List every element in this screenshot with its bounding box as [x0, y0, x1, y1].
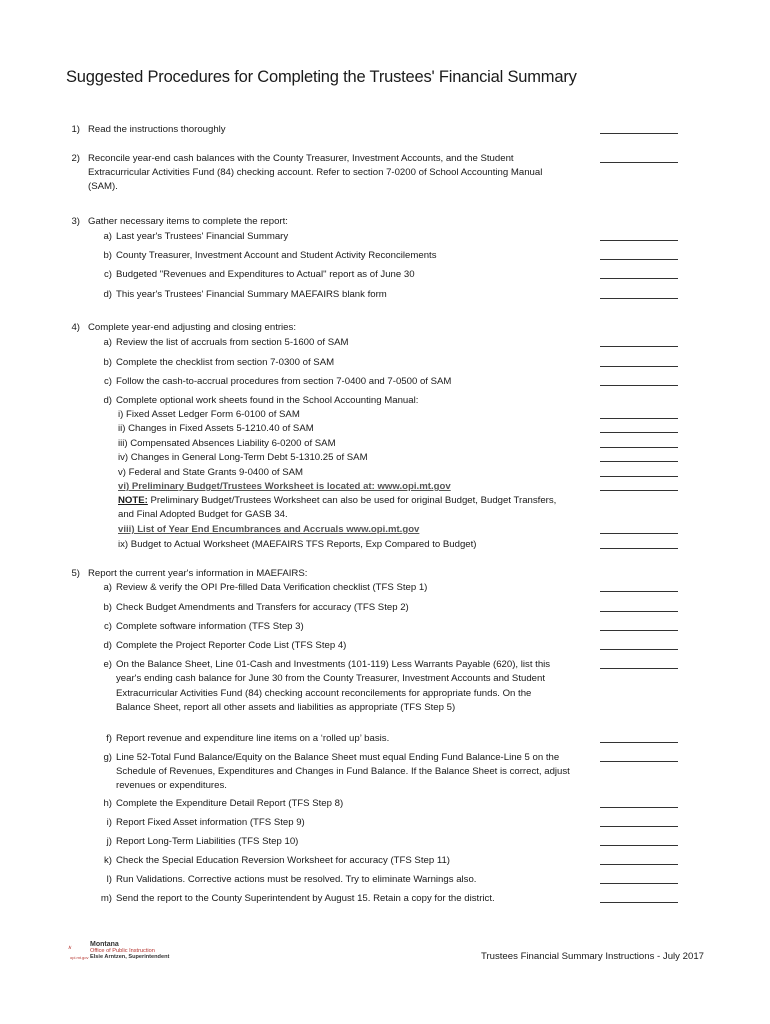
checkoff-blank[interactable] — [600, 162, 678, 163]
subitem-letter: b) — [103, 602, 112, 613]
checkoff-blank[interactable] — [600, 611, 678, 612]
item-text: Extracurricular Activities Fund (84) checking account. Refer to section 7-0200 of School Accounting Manual — [88, 167, 543, 178]
worksheet-item: ii) Changes in Fixed Assets 5-1210.40 of SAM — [118, 423, 314, 434]
subitem-text: Last year's Trustees' Financial Summary — [116, 231, 289, 242]
logo-name: Montana — [90, 941, 119, 948]
worksheet-item: v) Federal and State Grants 9-0400 of SAM — [118, 467, 304, 478]
subitem-letter: e) — [103, 659, 112, 670]
item-number: 1) — [71, 124, 80, 135]
checkoff-blank[interactable] — [600, 490, 678, 491]
subitem-letter: b) — [103, 250, 112, 261]
item-number: 3) — [71, 216, 80, 227]
subitem-letter: c) — [104, 376, 112, 387]
item-text: Read the instructions thoroughly — [88, 124, 226, 135]
subitem-letter: c) — [104, 621, 112, 632]
subitem-text: Complete the checklist from section 7-0300 of SAM — [116, 357, 335, 368]
note-text: and Final Adopted Budget for GASB 34. — [118, 509, 288, 520]
subitem-text: Budgeted "Revenues and Expenditures to Actual" report as of June 30 — [116, 269, 415, 280]
subitem-text: Complete the Project Reporter Code List (TFS Step 4) — [116, 640, 347, 651]
item-text: Reconcile year-end cash balances with the County Treasurer, Investment Accounts, and the Student — [88, 153, 514, 164]
subitem-letter: d) — [103, 640, 112, 651]
checkoff-blank[interactable] — [600, 461, 678, 462]
subitem-text: Complete the Expenditure Detail Report (TFS Step 8) — [116, 798, 344, 809]
subitem-text: This year's Trustees' Financial Summary MAEFAIRS blank form — [116, 289, 387, 300]
checkoff-blank[interactable] — [600, 346, 678, 347]
item-number: 4) — [71, 322, 80, 333]
checkoff-blank[interactable] — [600, 649, 678, 650]
checkoff-blank[interactable] — [600, 548, 678, 549]
checkoff-blank[interactable] — [600, 447, 678, 448]
item-number: 2) — [71, 153, 80, 164]
subitem-letter: a) — [103, 582, 112, 593]
item-text: Complete year-end adjusting and closing entries: — [88, 322, 296, 333]
subitem-letter: d) — [103, 289, 112, 300]
subitem-letter: h) — [103, 798, 112, 809]
checkoff-blank[interactable] — [600, 432, 678, 433]
page-footer: Trustees Financial Summary Instructions - July 2017 — [480, 951, 704, 962]
page-title: Suggested Procedures for Completing the Trustees' Financial Summary — [66, 68, 577, 86]
checkoff-blank[interactable] — [600, 742, 678, 743]
subitem-letter: m) — [100, 893, 112, 904]
note-label: NOTE: — [118, 495, 148, 506]
item-number: 5) — [71, 568, 80, 579]
checkoff-blank[interactable] — [600, 385, 678, 386]
note-text: Preliminary Budget/Trustees Worksheet can also be used for original Budget, Budget Transfers, — [147, 495, 557, 506]
subitem-letter: d) — [103, 395, 112, 406]
subitem-letter: a) — [103, 231, 112, 242]
checkoff-blank[interactable] — [600, 902, 678, 903]
checkoff-blank[interactable] — [600, 807, 678, 808]
item-text: (SAM). — [88, 181, 118, 192]
checkoff-blank[interactable] — [600, 133, 678, 134]
subitem-text: Extracurricular Activities Fund (84) checking account reconcilements for appropriate funds. On the — [116, 688, 532, 699]
logo-office: Office of Public Instruction — [90, 948, 155, 954]
worksheet-item: iii) Compensated Absences Liability 6-0200 of SAM — [118, 438, 336, 449]
subitem-text: Line 52-Total Fund Balance/Equity on the Balance Sheet must equal Ending Fund Balance-Line 5 on the — [116, 752, 560, 763]
checkoff-blank[interactable] — [600, 259, 678, 260]
logo-plus-mark: + — [70, 945, 72, 948]
subitem-letter: c) — [104, 269, 112, 280]
subitem-letter: b) — [103, 357, 112, 368]
encumbrances-link[interactable]: viii) List of Year End Encumbrances and Accruals www.opi.mt.gov — [118, 524, 420, 535]
checkoff-blank[interactable] — [600, 630, 678, 631]
subitem-letter: k) — [104, 855, 112, 866]
item-text: Report the current year's information in MAEFAIRS: — [88, 568, 308, 579]
checkoff-blank[interactable] — [600, 864, 678, 865]
subitem-letter: j) — [106, 836, 112, 847]
subitem-letter: l) — [106, 874, 112, 885]
subitem-text: On the Balance Sheet, Line 01-Cash and Investments (101-119) Less Warrants Payable (620), list this — [116, 659, 551, 670]
worksheet-item: i) Fixed Asset Ledger Form 6-0100 of SAM — [118, 409, 300, 420]
checkoff-blank[interactable] — [600, 298, 678, 299]
logo-tagline: opi.mt.gov — [70, 955, 89, 960]
subitem-text: Run Validations. Corrective actions must be resolved. Try to eliminate Warnings also. — [116, 874, 477, 885]
subitem-text: Review & verify the OPI Pre-filled Data Verification checklist (TFS Step 1) — [116, 582, 428, 593]
checkoff-blank[interactable] — [600, 591, 678, 592]
checkoff-blank[interactable] — [600, 418, 678, 419]
checkoff-blank[interactable] — [600, 533, 678, 534]
checkoff-blank[interactable] — [600, 366, 678, 367]
checkoff-blank[interactable] — [600, 845, 678, 846]
subitem-text: Balance Sheet, report all other assets and liabilities as appropriate (TFS Step 5) — [116, 702, 456, 713]
subitem-text: Complete optional work sheets found in the School Accounting Manual: — [116, 395, 419, 406]
subitem-text: County Treasurer, Investment Account and Student Activity Reconcilements — [116, 250, 437, 261]
worksheet-item: ix) Budget to Actual Worksheet (MAEFAIRS TFS Reports, Exp Compared to Budget) — [118, 539, 477, 550]
checkoff-blank[interactable] — [600, 826, 678, 827]
subitem-letter: i) — [106, 817, 112, 828]
checkoff-blank[interactable] — [600, 883, 678, 884]
subitem-letter: f) — [106, 733, 112, 744]
subitem-text: Follow the cash-to-accrual procedures from section 7-0400 and 7-0500 of SAM — [116, 376, 452, 387]
subitem-text: Report Long-Term Liabilities (TFS Step 10) — [116, 836, 299, 847]
preliminary-budget-link[interactable]: vi) Preliminary Budget/Trustees Worksheet is located at: www.opi.mt.gov — [118, 481, 451, 492]
subitem-text: Report revenue and expenditure line items on a ‘rolled up’ basis. — [116, 733, 390, 744]
subitem-text: Check the Special Education Reversion Worksheet for accuracy (TFS Step 11) — [116, 855, 450, 866]
checkoff-blank[interactable] — [600, 240, 678, 241]
subitem-text: Report Fixed Asset information (TFS Step 9) — [116, 817, 305, 828]
checkoff-blank[interactable] — [600, 278, 678, 279]
subitem-text: Complete software information (TFS Step 3) — [116, 621, 304, 632]
checkoff-blank[interactable] — [600, 476, 678, 477]
subitem-letter: g) — [103, 752, 112, 763]
subitem-text: Check Budget Amendments and Transfers for accuracy (TFS Step 2) — [116, 602, 409, 613]
subitem-text: Review the list of accruals from section 5-1600 of SAM — [116, 337, 349, 348]
subitem-letter: a) — [103, 337, 112, 348]
subitem-text: year's ending cash balance for June 30 from the County Treasurer, Investment Accounts and Student — [116, 673, 546, 684]
note-line — [118, 495, 556, 507]
subitem-text: Send the report to the County Superintendent by August 15. Retain a copy for the district. — [116, 893, 495, 904]
subitem-text: revenues or expenditures. — [116, 780, 227, 791]
checkoff-blank[interactable] — [600, 668, 678, 669]
subitem-text: Schedule of Revenues, Expenditures and Changes in Fund Balance. If the Balance Sheet is correct, adjust — [116, 766, 570, 777]
worksheet-item: iv) Changes in General Long-Term Debt 5-1310.25 of SAM — [118, 452, 368, 463]
item-text: Gather necessary items to complete the report: — [88, 216, 288, 227]
logo-superintendent: Elsie Arntzen, Superintendent — [90, 954, 170, 960]
checkoff-blank[interactable] — [600, 761, 678, 762]
